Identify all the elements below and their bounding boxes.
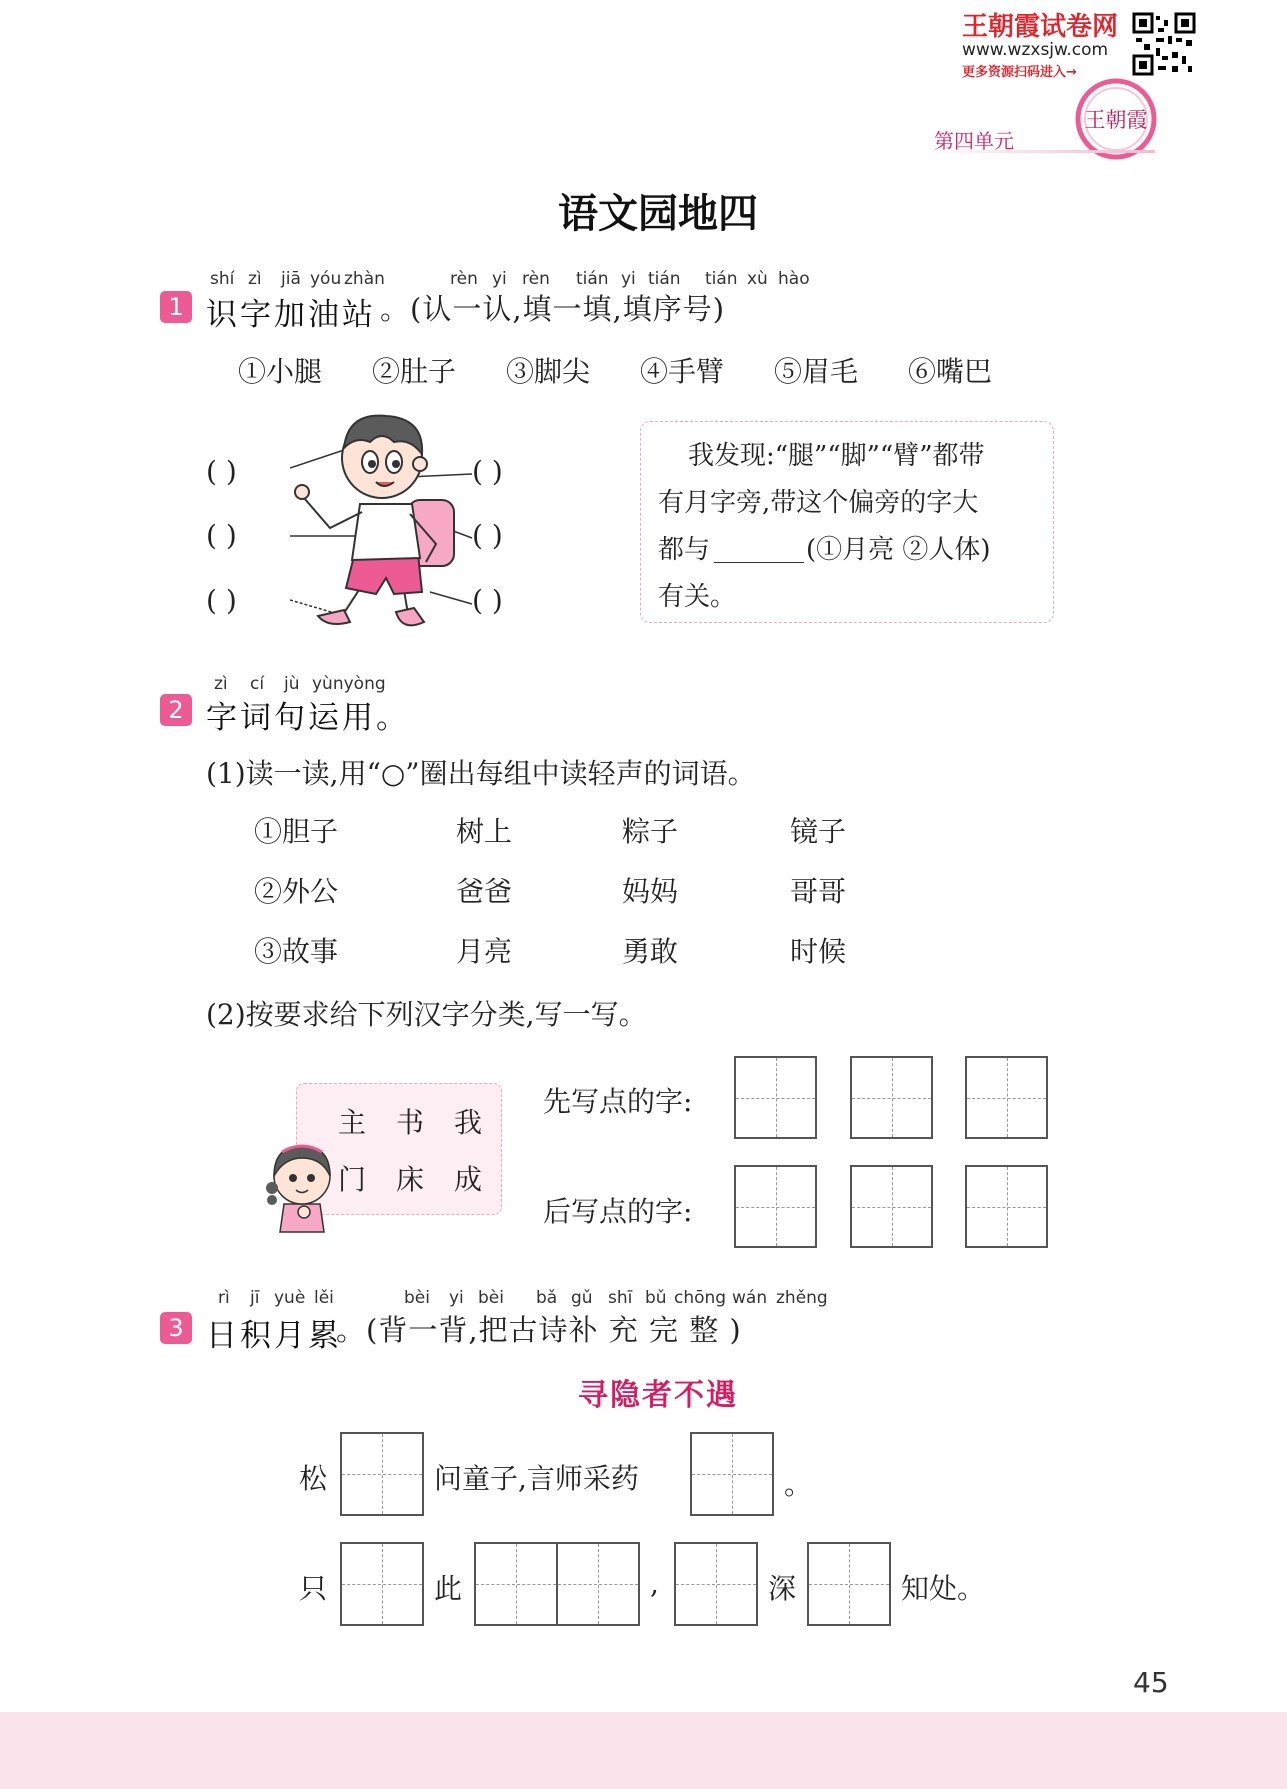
- word-item[interactable]: ①胆子: [254, 815, 339, 848]
- pinyin-syllable: yùnyòng: [312, 674, 386, 694]
- poem-line2-ci: 此: [434, 1572, 463, 1605]
- qr-code-icon[interactable]: [1132, 12, 1196, 76]
- label-dot-first: 先写点的字:: [543, 1085, 693, 1118]
- pinyin-syllable: yóu: [310, 269, 342, 289]
- writing-grid[interactable]: [850, 1056, 933, 1139]
- question-number-3: 3: [160, 1312, 192, 1344]
- answer-blank[interactable]: ( ): [472, 519, 503, 552]
- word-item[interactable]: 爸爸: [456, 875, 513, 908]
- answer-blank[interactable]: ( ): [206, 584, 237, 617]
- pinyin-syllable: tián: [576, 269, 609, 289]
- pinyin-syllable: rèn: [522, 269, 550, 289]
- word-item[interactable]: ②外公: [254, 875, 339, 908]
- char-item: 门: [338, 1163, 367, 1196]
- word-item[interactable]: 时候: [790, 935, 847, 968]
- brand-logo: [1075, 78, 1157, 160]
- char-row-2: [338, 1158, 488, 1194]
- word-item[interactable]: 哥哥: [790, 875, 847, 908]
- q2-part2: (2)按要求给下列汉字分类,写一写。: [206, 998, 647, 1031]
- poem-line2-start: 只: [299, 1572, 328, 1605]
- poem-line1-mid: 问童子,言师采药: [434, 1462, 639, 1495]
- char-item: 主: [338, 1106, 367, 1139]
- pinyin-syllable: jù: [284, 674, 300, 694]
- option-5: ⑤眉毛: [774, 355, 859, 388]
- poem-grid[interactable]: [340, 1432, 424, 1516]
- poem-grid[interactable]: [690, 1432, 774, 1516]
- char-item: 我: [454, 1106, 483, 1139]
- brand-name: 王朝霞试卷网: [962, 12, 1119, 42]
- boy-illustration: [290, 408, 480, 638]
- poem-grid[interactable]: [674, 1542, 758, 1626]
- poem-line2-comma: ,: [650, 1567, 659, 1600]
- q3-instruction: 。(背一背,把古诗补 充 完 整 ): [336, 1313, 742, 1347]
- discovery-line-1: 我发现:“腿”“脚”“臂”都带: [688, 441, 985, 471]
- q2-word-grid: [254, 810, 904, 990]
- pinyin-syllable: yuè: [274, 1288, 306, 1308]
- word-item[interactable]: 树上: [456, 815, 513, 848]
- option-1: ①小腿: [238, 355, 323, 388]
- brand-url[interactable]: www.wzxsjw.com: [962, 40, 1109, 60]
- fill-in-blank[interactable]: [714, 562, 804, 563]
- pinyin-syllable: jī: [250, 1288, 260, 1308]
- poem-line2-end: 知处。: [901, 1572, 986, 1605]
- q3-pinyin: [218, 1288, 858, 1310]
- discovery-line-3a: 都与: [658, 535, 711, 565]
- option-6: ⑥嘴巴: [908, 355, 993, 388]
- pinyin-syllable: zì: [214, 674, 228, 694]
- pinyin-syllable: bèi: [478, 1288, 504, 1308]
- answer-blank[interactable]: ( ): [472, 584, 503, 617]
- pinyin-syllable: tián: [705, 269, 738, 289]
- option-3: ③脚尖: [506, 355, 591, 388]
- pinyin-syllable: xù: [747, 269, 768, 289]
- girl-illustration: [264, 1132, 340, 1236]
- pinyin-syllable: tián: [648, 269, 681, 289]
- answer-blank[interactable]: ( ): [206, 455, 237, 488]
- q2-part1: (1)读一读,用“○”圈出每组中读轻声的词语。: [206, 757, 756, 790]
- word-item[interactable]: 妈妈: [622, 875, 679, 908]
- char-item: 床: [396, 1163, 425, 1196]
- q3-title: 日积月累: [206, 1318, 342, 1354]
- word-item[interactable]: 粽子: [622, 815, 679, 848]
- question-number-2: 2: [160, 694, 192, 726]
- word-item[interactable]: ③故事: [254, 935, 339, 968]
- discovery-line-3b: (①月亮 ②人体): [806, 535, 991, 565]
- logo-text: 王朝霞: [1084, 108, 1148, 132]
- option-4: ④手臂: [640, 355, 725, 388]
- char-item: 书: [396, 1106, 425, 1139]
- pinyin-syllable: rèn: [450, 269, 478, 289]
- poem-grid[interactable]: [556, 1542, 640, 1626]
- pinyin-syllable: shí: [210, 269, 235, 289]
- pinyin-syllable: chōng: [674, 1288, 727, 1308]
- pinyin-syllable: lěi: [314, 1288, 334, 1308]
- pinyin-syllable: bèi: [404, 1288, 430, 1308]
- poem-line1-end: 。: [784, 1468, 813, 1501]
- discovery-line-2: 有月字旁,带这个偏旁的字大: [658, 488, 979, 518]
- pinyin-syllable: yi: [621, 269, 636, 289]
- poem-grid[interactable]: [807, 1542, 891, 1626]
- pinyin-syllable: bǔ: [645, 1288, 667, 1308]
- q1-title: 识字加油站: [206, 297, 376, 333]
- pinyin-syllable: yi: [449, 1288, 464, 1308]
- poem-grid[interactable]: [474, 1542, 558, 1626]
- pinyin-syllable: wán: [732, 1288, 768, 1308]
- poem-line2-shen: 深: [768, 1572, 797, 1605]
- writing-grid[interactable]: [734, 1165, 817, 1248]
- pinyin-syllable: jiā: [281, 269, 301, 289]
- option-2: ②肚子: [372, 355, 457, 388]
- writing-grid[interactable]: [965, 1056, 1048, 1139]
- pinyin-syllable: bǎ: [536, 1288, 558, 1308]
- answer-blank[interactable]: ( ): [472, 455, 503, 488]
- answer-blank[interactable]: ( ): [206, 519, 237, 552]
- word-item[interactable]: 勇敢: [622, 935, 679, 968]
- pinyin-syllable: yi: [492, 269, 507, 289]
- pinyin-syllable: hào: [778, 269, 810, 289]
- q1-instruction: 。(认一认,填一填,填序号): [380, 292, 726, 326]
- pinyin-syllable: cí: [250, 674, 265, 694]
- writing-grid[interactable]: [734, 1056, 817, 1139]
- char-item: 成: [454, 1163, 483, 1196]
- unit-label: 第四单元: [934, 129, 1014, 153]
- pinyin-syllable: zì: [248, 269, 262, 289]
- pinyin-syllable: rì: [218, 1288, 230, 1308]
- label-dot-last: 后写点的字:: [543, 1195, 693, 1228]
- poem-title: 寻隐者不遇: [578, 1378, 738, 1413]
- poem-grid[interactable]: [340, 1542, 424, 1626]
- q2-title: 字词句运用。: [206, 700, 410, 736]
- footer-band: [0, 1712, 1287, 1789]
- word-item[interactable]: 镜子: [790, 815, 847, 848]
- writing-grid[interactable]: [850, 1165, 933, 1248]
- word-item[interactable]: 月亮: [456, 935, 513, 968]
- question-number-1: 1: [160, 291, 192, 323]
- poem-line1-start: 松: [299, 1462, 328, 1495]
- pinyin-syllable: shī: [608, 1288, 633, 1308]
- char-row-1: [338, 1101, 488, 1137]
- discovery-line-4: 有关。: [658, 582, 737, 612]
- page-number: 45: [1133, 1666, 1169, 1699]
- pinyin-syllable: zhěng: [776, 1288, 828, 1308]
- writing-grid[interactable]: [965, 1165, 1048, 1248]
- brand-tagline: 更多资源扫码进入→: [962, 65, 1077, 80]
- pinyin-syllable: gǔ: [571, 1288, 593, 1308]
- q1-options: [238, 350, 1038, 390]
- page-title: 语文园地四: [558, 191, 758, 237]
- pinyin-syllable: zhàn: [344, 269, 385, 289]
